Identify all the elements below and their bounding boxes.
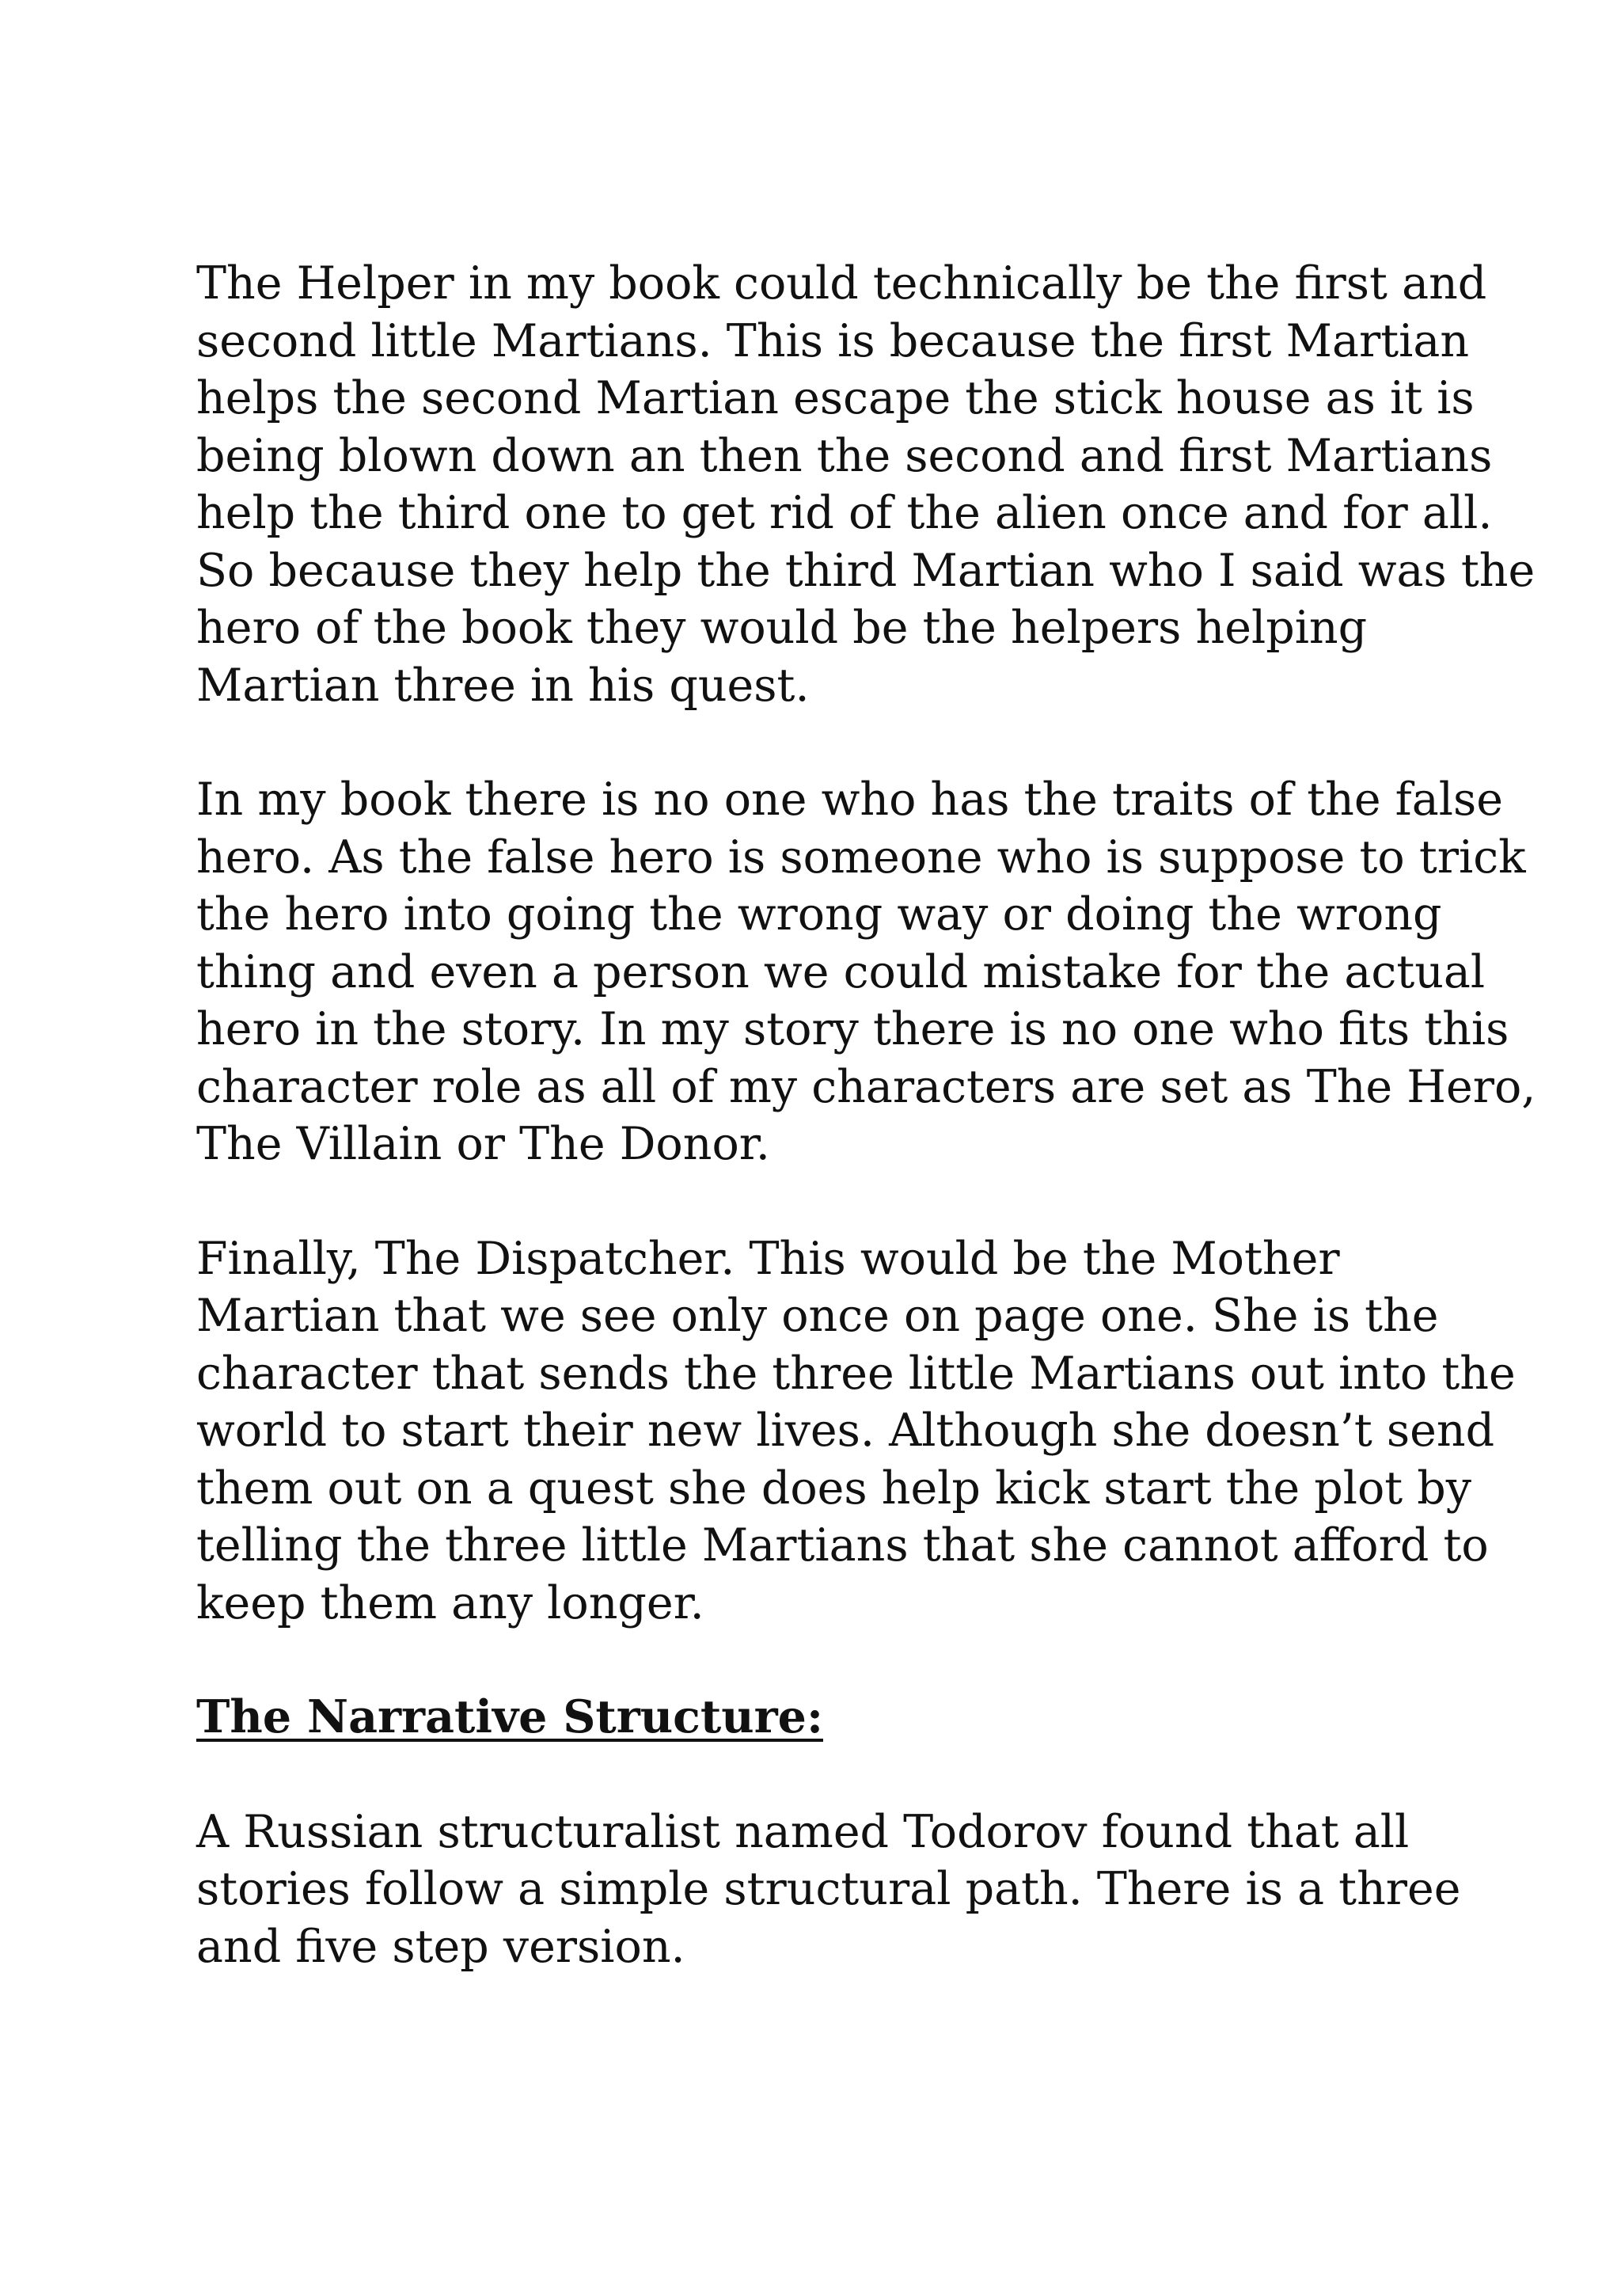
text-line: So because they help the third Martian who I said was the	[196, 544, 1536, 597]
text-line: Finally, The Dispatcher. This would be the Mother	[196, 1232, 1340, 1285]
text-line: thing and even a person we could mistake for the actual	[196, 945, 1486, 998]
text-line: hero of the book they would be the helpers helping	[196, 602, 1368, 654]
heading-text: The Narrative Structure:	[196, 1690, 823, 1743]
text-line: hero. As the false hero is someone who is suppose to trick	[196, 831, 1526, 884]
text-line: Martian three in his quest.	[196, 659, 810, 712]
text-line: keep them any longer.	[196, 1576, 704, 1629]
text-line: help the third one to get rid of the alien once and for all.	[196, 487, 1493, 539]
paragraph-dispatcher	[196, 1230, 1516, 1633]
document-body	[196, 255, 1536, 1975]
text-line: In my book there is no one who has the traits of the false	[196, 774, 1503, 826]
section-heading	[196, 1689, 1431, 1747]
text-line: A Russian structuralist named Todorov found that all	[196, 1805, 1410, 1858]
text-line: character role as all of my characters are set as The Hero,	[196, 1060, 1536, 1113]
text-line: and five step version.	[196, 1920, 685, 1973]
text-line: Martian that we see only once on page one. She is the	[196, 1290, 1439, 1342]
text-line: The Villain or The Donor.	[196, 1118, 770, 1170]
text-line: The Helper in my book could technically be the first and	[196, 257, 1487, 310]
text-line: second little Martians. This is because the first Martian	[196, 314, 1470, 367]
text-line: hero in the story. In my story there is no one who fits this	[196, 1003, 1509, 1055]
paragraph-helper	[196, 255, 1536, 714]
text-line: character that sends the three little Martians out into the	[196, 1347, 1516, 1400]
text-line: helps the second Martian escape the stick house as it is	[196, 372, 1475, 424]
text-line: them out on a quest she does help kick start the plot by	[196, 1462, 1472, 1515]
paragraph-todorov	[196, 1804, 1461, 1976]
text-line: the hero into going the wrong way or doing the wrong	[196, 888, 1442, 941]
paragraph-false-hero	[196, 771, 1536, 1173]
text-line: being blown down an then the second and first Martians	[196, 429, 1493, 482]
text-line: stories follow a simple structural path. There is a three	[196, 1863, 1461, 1915]
text-line: world to start their new lives. Although she doesn’t send	[196, 1405, 1495, 1457]
text-line: telling the three little Martians that she cannot afford to	[196, 1519, 1489, 1572]
